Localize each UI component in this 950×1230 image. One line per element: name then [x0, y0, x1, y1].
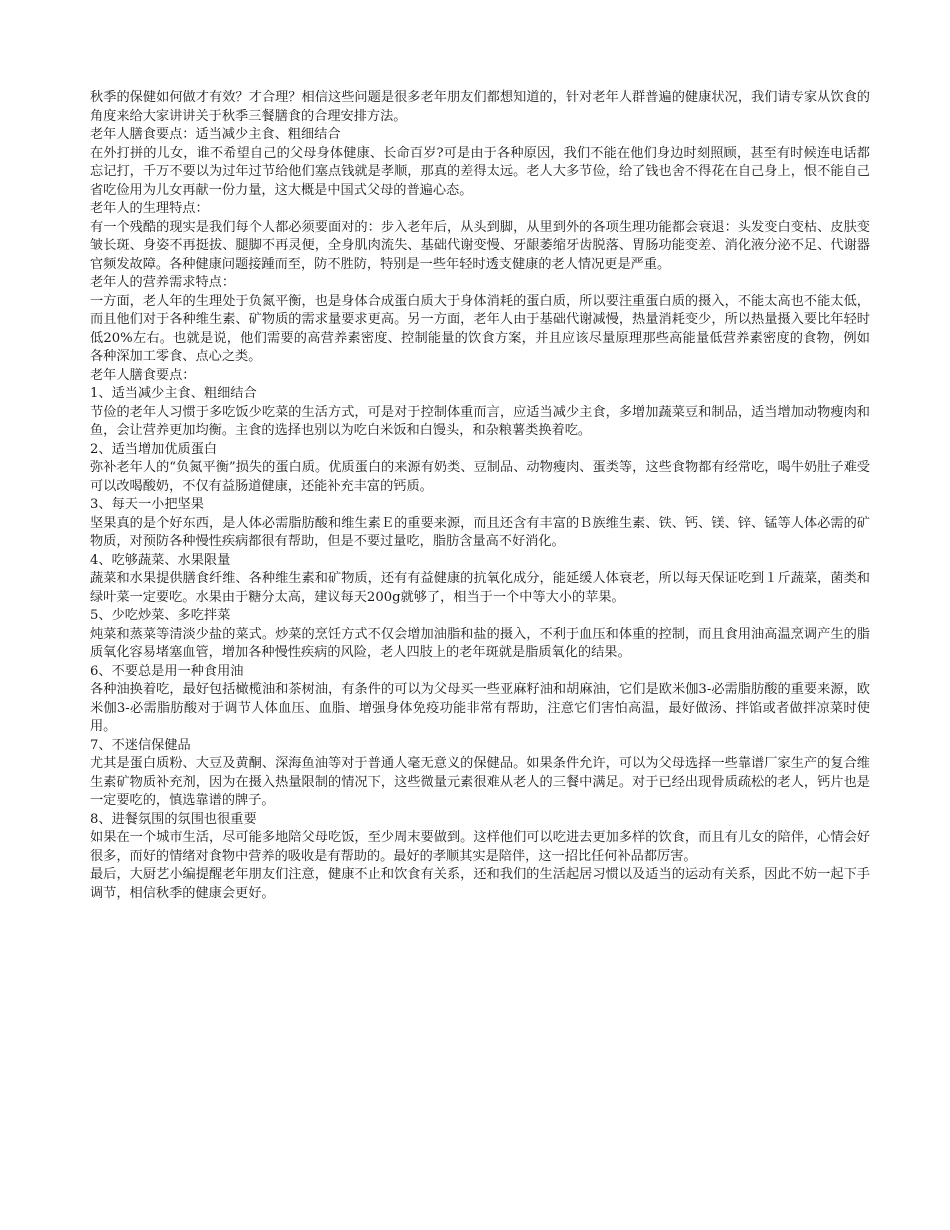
- body-paragraph: 坚果真的是个好东西，是人体必需脂肪酸和维生素Ｅ的重要来源，而且还含有丰富的Ｂ族维生素、铁、钙、镁、锌、锰等人体必需的矿物质，对预防各种慢性疾病都很有帮助，但是不要过量吃，脂肪含量高不好消化。: [90, 515, 870, 549]
- item-heading: 3、每天一小把坚果: [90, 497, 204, 512]
- body-paragraph: 炖菜和蒸菜等清淡少盐的菜式。炒菜的烹饪方式不仅会增加油脂和盐的摄入，不利于血压和体重的控制，而且食用油高温烹调产生的脂质氧化容易堵塞血管，增加各种慢性疾病的风险，老人四肢上的老年斑就是脂质氧化的结果。: [90, 626, 870, 660]
- article-body: [90, 89, 870, 903]
- section-heading: 老年人的营养需求特点：: [90, 275, 236, 290]
- item-heading: 7、不迷信保健品: [90, 737, 191, 753]
- intro-paragraph: 秋季的保健如何做才有效？才合理？相信这些问题是很多老年朋友们都想知道的，针对老年人群普遍的健康状况，我们请专家从饮食的角度来给大家讲讲关于秋季三餐膳食的合理安排方法。: [90, 90, 870, 124]
- item-heading: 1、适当减少主食、粗细结合: [90, 386, 257, 401]
- body-paragraph: 一方面，老人年的生理处于负氮平衡，也是身体合成蛋白质大于身体消耗的蛋白质，所以要注重蛋白质的摄入，不能太高也不能太低，而且他们对于各种维生素、矿物质的需求量要求更高。另一方面，老年人由于基础代谢减慢，热量消耗变少，所以热量摄入要比年轻时低20%左右。也就是说，他们需要的高营养素密度、控制能量的饮食方案，并且应该尽量原理那些高能量低营养素密度的食物，例如各种深加工零食、点心之类。: [90, 293, 870, 364]
- body-paragraph: 蔬菜和水果提供膳食纤维、各种维生素和矿物质，还有有益健康的抗氧化成分，能延缓人体衰老，所以每天保证吃到１斤蔬菜，菌类和绿叶菜一定要吃。水果由于糖分太高，建议每天200g就够了，相当于一个中等大小的苹果。: [90, 571, 870, 605]
- item-heading: 6、不要总是用一种食用油: [90, 663, 244, 679]
- body-paragraph: 弥补老年人的“负氮平衡”损失的蛋白质。优质蛋白的来源有奶类、豆制品、动物瘦肉、蛋类等，这些食物都有经常吃，喝牛奶肚子难受可以改喝酸奶，不仅有益肠道健康，还能补充丰富的钙质。: [90, 460, 870, 494]
- item-heading: 2、适当增加优质蛋白: [90, 441, 218, 457]
- body-paragraph: 有一个残酷的现实是我们每个人都必须要面对的：步入老年后，从头到脚，从里到外的各项生理功能都会衰退：头发变白变枯、皮肤变皱长斑、身姿不再挺拔、腿脚不再灵便，全身肌肉流失、基础代谢变慢、牙龈萎缩牙齿脱落、胃肠功能变差、消化液分泌不足、代谢器官频发故障。各种健康问题接踵而至，防不胜防，特别是一些年轻时透支健康的老人情况更是严重。: [90, 219, 870, 272]
- item-heading: 8、进餐氛围的氛围也很重要: [90, 811, 257, 827]
- body-paragraph: 尤其是蛋白质粉、大豆及黄酮、深海鱼油等对于普通人毫无意义的保健品。如果条件允许，可以为父母选择一些靠谱厂家生产的复合维生素矿物质补充剂，因为在摄入热量限制的情况下，这些微量元素很难从老人的三餐中满足。对于已经出现骨质疏松的老人，钙片也是一定要吃的，慎选靠谱的牌子。: [90, 756, 870, 808]
- section-heading: 老年人膳食要点：适当减少主食、粗细结合: [90, 127, 341, 142]
- body-paragraph: 各种油换着吃，最好包括橄榄油和茶树油，有条件的可以为父母买一些亚麻籽油和胡麻油，它们是欧米伽3-必需脂肪酸的重要来源，欧米伽3-必需脂肪酸对于调节人体血压、血脂、增强身体免疫功能非常有帮助，注意它们害怕高温，最好做汤、拌馅或者做拌凉菜时使用。: [90, 682, 870, 734]
- body-paragraph: 如果在一个城市生活，尽可能多地陪父母吃饭，至少周末要做到。这样他们可以吃进去更加多样的饮食，而且有儿女的陪伴，心情会好很多，而好的情绪对食物中营养的吸收是有帮助的。最好的孝顺其实是陪伴，这一招比任何补品都厉害。: [90, 830, 870, 864]
- item-heading: 5、少吃炒菜、多吃拌菜: [90, 608, 231, 623]
- section-heading: 老年人的生理特点：: [90, 201, 209, 216]
- item-heading: 4、吃够蔬菜、水果限量: [90, 552, 231, 568]
- section-heading: 老年人膳食要点：: [90, 367, 196, 383]
- closing-paragraph: 最后，大厨艺小编提醒老年朋友们注意，健康不止和饮食有关系，还和我们的生活起居习惯以及适当的运动有关系，因此不妨一起下手调节，相信秋季的健康会更好。: [90, 867, 870, 901]
- body-paragraph: 节俭的老年人习惯于多吃饭少吃菜的生活方式，可是对于控制体重而言，应适当减少主食，多增加蔬菜豆和制品，适当增加动物瘦肉和鱼，会让营养更加均衡。主食的选择也别以为吃白米饭和白馒头，和杂粮薯类换着吃。: [90, 404, 870, 438]
- body-paragraph: 在外打拼的儿女，谁不希望自己的父母身体健康、长命百岁?可是由于各种原因，我们不能在他们身边时刻照顾，甚至有时候连电话都忘记打，千万不要以为过年过节给他们塞点钱就是孝顺，那真的差得太远。老人大多节俭，给了钱也舍不得花在自己身上，恨不能自己省吃俭用为儿女再献一份力量，这大概是中国式父母的普遍心态。: [90, 145, 870, 198]
